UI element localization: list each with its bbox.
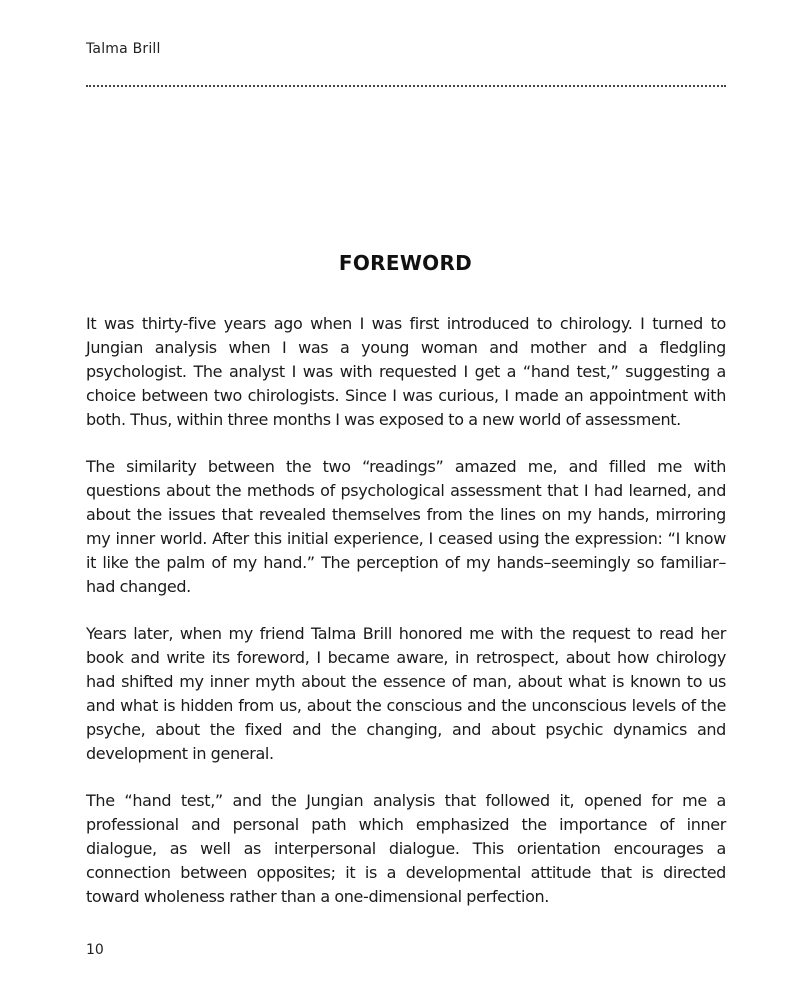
paragraph-4: The “hand test,” and the Jungian analysis that followed it, opened for me a professional and personal path which emphasized the importance of inner dialogue, as well as interpersonal dialogue. This orientation encourages a connection between opposites; it is a developmental attitude that is directed toward wholeness rather than a one-dimensional perfection. [86,791,726,906]
running-head: Talma Brill [86,41,161,57]
paragraph-2: The similarity between the two “readings” amazed me, and filled me with questions about the methods of psychological assessment that I had learned, and about the issues that revealed themselves from the lines on my hands, mirroring my inner world. After this initial experience, I ceased using the expression: “I know it like the palm of my hand.” The perception of my hands–seemingly so familiar–had changed. [86,457,726,596]
paragraph-3: Years later, when my friend Talma Brill honored me with the request to read her book and write its foreword, I became aware, in retrospect, about how chirology had shifted my inner myth about the essence of man, about what is known to us and what is hidden from us, about the conscious and the unconscious levels of the psyche, about the fixed and the changing, and about psychic dynamics and development in general. [86,624,726,763]
page-number: 10 [86,942,104,958]
paragraph-1: It was thirty-five years ago when I was first introduced to chirology. I turned to Jungian analysis when I was a young woman and mother and a fledgling psychologist. The analyst I was with requested I get a “hand test,” suggesting a choice between two chirologists. Since I was curious, I made an appointment with both. Thus, within three months I was exposed to a new world of assessment. [86,314,726,429]
header-dotted-rule [86,85,726,87]
page-title: FOREWORD [338,251,473,275]
body-text [86,312,726,932]
